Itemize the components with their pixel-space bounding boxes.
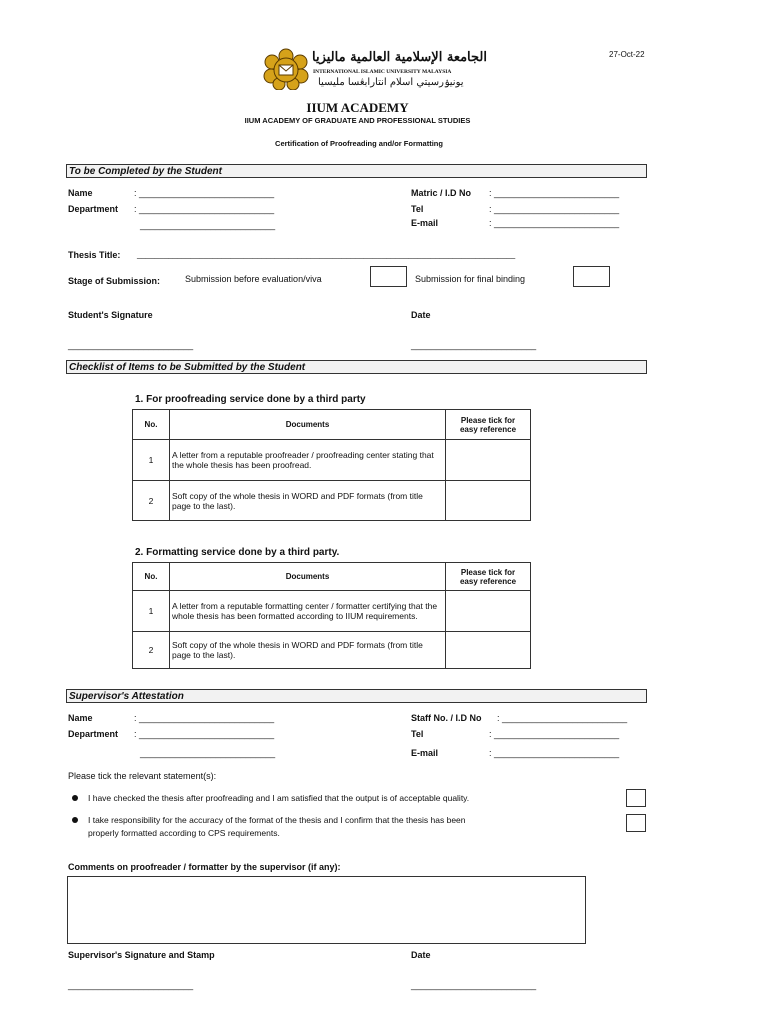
row-no: 1 — [133, 440, 170, 481]
supervisor-tel-label: Tel — [411, 729, 424, 739]
col-tick-line2: easy reference — [459, 424, 517, 434]
row-document: Soft copy of the whole thesis in WORD and PDF formats (from title page to the last). — [170, 632, 446, 669]
row-no: 2 — [133, 481, 170, 521]
student-email-label: E-mail — [411, 218, 439, 228]
supervisor-signature-label: Supervisor's Signature and Stamp — [68, 950, 215, 960]
university-english-name: INTERNATIONAL ISLAMIC UNIVERSITY MALAYSIA — [313, 69, 452, 75]
supervisor-staff-field[interactable]: : _________________________ — [497, 713, 628, 723]
row-no: 2 — [133, 632, 170, 669]
supervisor-department-label: Department — [68, 729, 119, 739]
student-matric-label: Matric / I.D No — [411, 188, 472, 198]
col-no-header: No. — [133, 563, 170, 591]
col-tick-line1: Please tick for — [460, 567, 516, 577]
supervisor-signature-field[interactable]: _________________________ — [68, 980, 194, 990]
bullet-icon — [72, 795, 78, 801]
row-document: Soft copy of the whole thesis in WORD and PDF formats (from title page to the last). — [170, 481, 446, 521]
tick-cell[interactable] — [446, 591, 531, 632]
student-tel-label: Tel — [411, 204, 424, 214]
supervisor-date-field[interactable]: _________________________ — [411, 980, 537, 990]
proofreading-heading: 1. For proofreading service done by a third party — [135, 394, 366, 405]
table-row — [133, 632, 531, 669]
formatting-heading: 2. Formatting service done by a third party. — [135, 547, 340, 558]
student-signature-field[interactable]: _________________________ — [68, 340, 194, 350]
col-tick-line1: Please tick for — [460, 415, 516, 425]
student-date-field[interactable]: _________________________ — [411, 340, 537, 350]
student-department-field-2[interactable]: ___________________________ — [140, 220, 276, 230]
proofreading-table — [132, 409, 531, 521]
comments-textarea[interactable] — [67, 876, 586, 944]
col-tick-header — [446, 563, 531, 591]
tick-cell[interactable] — [446, 481, 531, 521]
bullet-icon — [72, 817, 78, 823]
supervisor-email-label: E-mail — [411, 748, 439, 758]
col-documents-header: Documents — [170, 563, 446, 591]
thesis-title-field[interactable]: _____________________________________________________________________________________ — [137, 250, 516, 259]
stage-evaluation-checkbox[interactable] — [370, 266, 407, 287]
supervisor-section-header: Supervisor's Attestation — [66, 689, 647, 703]
printed-date: 27-Oct-22 — [609, 50, 645, 59]
statement-2-line2: properly formatted according to CPS requirements. — [88, 828, 280, 838]
supervisor-department-field-2[interactable]: ___________________________ — [140, 748, 276, 758]
student-department-label: Department — [68, 204, 119, 214]
form-title: Certification of Proofreading and/or Formatting — [275, 139, 443, 148]
table-row — [133, 440, 531, 481]
checklist-section-header: Checklist of Items to be Submitted by the Student — [66, 360, 647, 374]
statement-1-checkbox[interactable] — [626, 789, 646, 807]
supervisor-staff-label: Staff No. / I.D No — [411, 713, 482, 723]
tick-cell[interactable] — [446, 632, 531, 669]
stage-binding-checkbox[interactable] — [573, 266, 610, 287]
student-matric-field[interactable]: : _________________________ — [489, 188, 620, 198]
table-row — [133, 591, 531, 632]
col-documents-header: Documents — [170, 410, 446, 440]
stage-label: Stage of Submission: — [68, 276, 161, 286]
student-section-header: To be Completed by the Student — [66, 164, 647, 178]
formatting-table — [132, 562, 531, 669]
col-no-header: No. — [133, 410, 170, 440]
statement-2-checkbox[interactable] — [626, 814, 646, 832]
stage-option-binding-label: Submission for final binding — [415, 274, 526, 284]
supervisor-email-field[interactable]: : _________________________ — [489, 748, 620, 758]
statement-2-line1: I take responsibility for the accuracy of the format of the thesis and I confirm that the thesis has been — [88, 815, 466, 825]
col-tick-header — [446, 410, 531, 440]
iium-logo-icon — [263, 48, 309, 90]
stage-option-evaluation-label: Submission before evaluation/viva — [185, 274, 322, 284]
student-department-field[interactable]: : ___________________________ — [134, 204, 275, 214]
page-subtitle: IIUM ACADEMY OF GRADUATE AND PROFESSIONAL STUDIES — [244, 116, 471, 125]
page-title: IIUM ACADEMY — [306, 100, 409, 115]
university-jawi-name: يونيۏرسيتي اسلام انتارابڠسا مليسيا — [318, 77, 464, 88]
student-date-label: Date — [411, 310, 431, 320]
supervisor-name-field[interactable]: : ___________________________ — [134, 713, 275, 723]
tick-instruction: Please tick the relevant statement(s): — [68, 771, 217, 781]
row-document: A letter from a reputable proofreader / proofreading center stating that the whole thesis has been proofread. — [170, 440, 446, 481]
col-tick-line2: easy reference — [459, 576, 517, 586]
student-signature-label: Student's Signature — [68, 310, 153, 320]
student-name-label: Name — [68, 188, 93, 198]
student-tel-field[interactable]: : _________________________ — [489, 204, 620, 214]
tick-cell[interactable] — [446, 440, 531, 481]
university-arabic-name: الجامعة الإسلامية العالمية ماليزيا — [312, 50, 487, 65]
student-name-field[interactable]: : ___________________________ — [134, 188, 275, 198]
supervisor-department-field[interactable]: : ___________________________ — [134, 729, 275, 739]
supervisor-tel-field[interactable]: : _________________________ — [489, 729, 620, 739]
statement-1: I have checked the thesis after proofreading and I am satisfied that the output is of acceptable quality. — [88, 793, 470, 803]
comments-label: Comments on proofreader / formatter by the supervisor (if any): — [68, 862, 341, 872]
thesis-title-label: Thesis Title: — [68, 250, 121, 260]
row-no: 1 — [133, 591, 170, 632]
supervisor-date-label: Date — [411, 950, 431, 960]
supervisor-name-label: Name — [68, 713, 93, 723]
row-document: A letter from a reputable formatting center / formatter certifying that the whole thesis has been formatted according to IIUM requirements. — [170, 591, 446, 632]
table-row — [133, 481, 531, 521]
student-email-field[interactable]: : _________________________ — [489, 218, 620, 228]
